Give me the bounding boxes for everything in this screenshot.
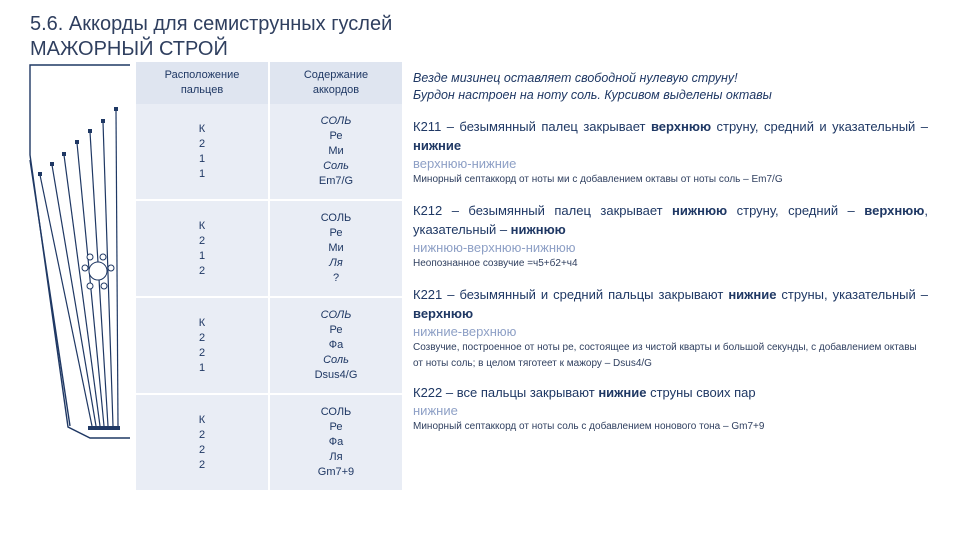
finger-value: 2 [198, 428, 206, 441]
chord-note: Соль [323, 160, 349, 172]
chord-row [136, 199, 402, 296]
text-run: струны, указательный – [776, 287, 928, 302]
text-run: К211 – безымянный палец закрывает [413, 119, 651, 134]
chord-note: Фа [328, 339, 344, 351]
chord-note-block [413, 285, 928, 372]
text-run: К222 – все пальцы закрывают [413, 385, 599, 400]
chords-table [136, 62, 402, 490]
chord-note: Ми [328, 242, 344, 254]
string-direction: нижнюю [510, 222, 566, 237]
chord-note: Ре [329, 227, 343, 239]
finger-position-cell [136, 199, 268, 296]
string-direction: нижние [598, 385, 647, 400]
finger-value: 1 [198, 361, 206, 374]
string-direction: нижние [728, 287, 777, 302]
title-line-2: МАЖОРНЫЙ СТРОЙ [30, 38, 228, 60]
finger-value: 1 [198, 152, 206, 165]
chord-note: Ре [329, 421, 343, 433]
text-run: , указательный – [413, 203, 928, 237]
text-run: струны своих пар [646, 385, 756, 400]
chord-note: Фа [328, 436, 344, 448]
chord-note: СОЛЬ [320, 309, 352, 321]
string-pattern: нижние-верхнюю [413, 324, 517, 339]
header-finger-position: Расположение пальцев [136, 62, 268, 104]
chord-content-cell [268, 104, 402, 199]
finger-value: 2 [198, 234, 206, 247]
chord-note-block [413, 117, 928, 188]
finger-value: 2 [198, 443, 206, 456]
finger-value: 2 [198, 346, 206, 359]
string-direction: нижнюю [672, 203, 728, 218]
chord-row [136, 296, 402, 393]
finger-value: К [198, 122, 206, 135]
header-chord-content: Содержание аккордов [268, 62, 402, 104]
finger-value: 1 [198, 167, 206, 180]
chord-note-block [413, 383, 928, 435]
chord-row [136, 393, 402, 490]
chord-note: Соль [323, 354, 349, 366]
finger-value: 1 [198, 249, 206, 262]
chord-name: Gm7+9 [317, 466, 355, 478]
intro-text [413, 70, 928, 104]
finger-value: К [198, 413, 206, 426]
chord-note: Ре [329, 324, 343, 336]
string-direction: верхнюю [864, 203, 925, 218]
finger-position-cell [136, 296, 268, 393]
chord-name: ? [332, 272, 340, 284]
title-line-1: 5.6. Аккорды для семиструнных гуслей [30, 13, 393, 35]
chord-note: Ля [329, 257, 343, 269]
string-direction: нижние [413, 138, 462, 153]
chord-note: Ре [329, 130, 343, 142]
string-direction: верхнюю [650, 119, 712, 134]
chord-fingering-text [413, 201, 928, 239]
chord-fingering-text [413, 117, 928, 155]
text-run: струну, средний и указательный – [711, 119, 928, 134]
string-pattern: нижнюю-верхнюю-нижнюю [413, 240, 576, 255]
text-run: струну, средний – [727, 203, 865, 218]
finger-position-cell [136, 104, 268, 199]
string-pattern: верхнюю-нижние [413, 156, 517, 171]
finger-value: 2 [198, 264, 206, 277]
chord-note: СОЛЬ [320, 115, 352, 127]
chord-row [136, 104, 402, 199]
chord-note-block [413, 201, 928, 272]
chord-fingering-text [413, 285, 928, 323]
finger-value: 2 [198, 331, 206, 344]
chord-name: Em7/G [318, 175, 354, 187]
chord-content-cell [268, 393, 402, 490]
finger-value: К [198, 219, 206, 232]
chord-content-cell [268, 199, 402, 296]
chord-note: Ля [329, 451, 343, 463]
finger-position-cell [136, 393, 268, 490]
chord-note: СОЛЬ [320, 406, 352, 418]
chord-name: Dsus4/G [314, 369, 358, 381]
intro-line-1: Везде мизинец оставляет свободной нулевую струну! [413, 71, 738, 85]
chord-fingering-text [413, 383, 928, 402]
finger-value: К [198, 316, 206, 329]
chord-description: Неопознанное созвучие =ч5+б2+ч4 [413, 258, 578, 269]
string-pattern: нижние [413, 403, 458, 418]
intro-line-2: Бурдон настроен на ноту соль. Курсивом выделены октавы [413, 88, 772, 102]
finger-value: 2 [198, 137, 206, 150]
finger-value: 2 [198, 458, 206, 471]
chord-content-cell [268, 296, 402, 393]
chord-note: Ми [328, 145, 344, 157]
text-run: К212 – безымянный палец закрывает [413, 203, 673, 218]
chord-description: Минорный септаккорд от ноты ми с добавлением октавы от ноты соль – Em7/G [413, 174, 783, 185]
chord-notes [413, 70, 928, 432]
chord-note: СОЛЬ [320, 212, 352, 224]
chord-description: Созвучие, построенное от ноты ре, состоящее из чистой кварты и большой секунды, с добавлением октавы от ноты соль; в целом тяготеет к мажору – Dsus4/G [413, 342, 917, 369]
string-direction: верхнюю [413, 306, 474, 321]
gusli-strings-diagram [0, 0, 140, 450]
chord-description: Минорный септаккорд от ноты соль с добавлением нонового тона – Gm7+9 [413, 421, 765, 432]
text-run: К221 – безымянный и средний пальцы закрывают [413, 287, 729, 302]
